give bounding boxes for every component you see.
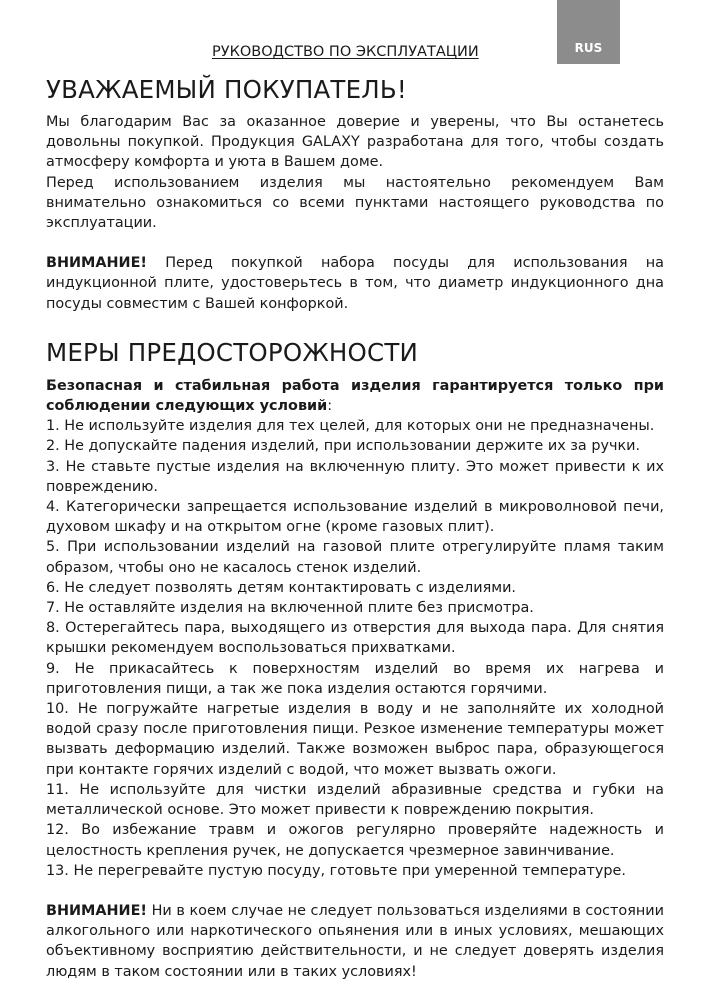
precautions-intro — [46, 376, 664, 416]
precautions-list — [46, 416, 664, 881]
welcome-title: УВАЖАЕМЫЙ ПОКУПАТЕЛЬ! — [46, 75, 407, 104]
list-item: 10. Не погружайте нагретые изделия в воду и не заполняйте их холодной водой сразу после приготовления пищи. Резкое изменение температуры может вызвать деформацию изделий. Также возможен выброс пара, образующегося при контакте горячих изделий с водой, что может вызвать ожоги. — [46, 701, 664, 778]
warning-text: Ни в коем случае не следует пользоваться изделиями в состоянии алкогольного или наркотического опьянения или в иных условиях, мешающих объективному восприятию действительности, и не следует доверять изделия людям в таком состоянии или в таких условиях! — [46, 902, 664, 980]
induction-warning — [46, 253, 664, 314]
warning-text: Перед покупкой набора посуды для использования на индукционной плите, удостоверьтесь в том, что диаметр индукционного дна посуды совместим с Вашей конфоркой. — [46, 255, 664, 312]
precautions-intro-tail: : — [327, 398, 333, 415]
final-warning — [46, 901, 664, 982]
list-item: 11. Не используйте для чистки изделий абразивные средства и губки на металлической основе. Это может привести к повреждению покрытия. — [46, 781, 664, 819]
precautions-intro-bold: Безопасная и стабильная работа изделия гарантируется только при соблюдении следующих условий — [46, 377, 664, 415]
language-tab — [557, 0, 620, 64]
list-item: 4. Категорически запрещается использование изделий в микроволновой печи, духовом шкафу и на открытом огне (кроме газовых плит). — [46, 499, 664, 536]
language-tab-label: RUS — [574, 41, 603, 55]
list-item: 5. При использовании изделий на газовой плите отрегулируйте пламя таким образом, чтобы оно не касалось стенок изделий. — [46, 539, 664, 576]
warning-label: ВНИМАНИЕ! — [46, 255, 147, 272]
list-item: 12. Во избежание травм и ожогов регулярно проверяйте надежность и целостность крепления ручек, не допускается чрезмерное завинчивание. — [46, 822, 664, 859]
page-content — [46, 74, 664, 982]
list-item: 13. Не перегревайте пустую посуду, готовьте при умеренной температуре. — [46, 862, 626, 879]
welcome-paragraph-2: Перед использованием изделия мы настоятельно рекомендуем Вам внимательно ознакомиться со всеми пунктами настоящего руководства по эксплуатации. — [46, 174, 664, 232]
precautions-section — [46, 337, 664, 982]
list-item: 8. Остерегайтесь пара, выходящего из отверстия для выхода пара. Для снятия крышки рекомендуем воспользоваться прихватками. — [46, 620, 664, 657]
welcome-paragraph-1: Мы благодарим Вас за оказанное доверие и уверены, что Вы останетесь довольны покупкой. Продукция GALAXY разработана для того, чтобы создать атмосферу комфорта и уюта в Вашем доме. — [46, 114, 664, 171]
list-item: 2. Не допускайте падения изделий, при использовании держите их за ручки. — [46, 438, 641, 455]
precautions-title: МЕРЫ ПРЕДОСТОРОЖНОСТИ — [46, 337, 419, 367]
list-item: 3. Не ставьте пустые изделия на включенную плиту. Это может привести к их повреждению. — [46, 458, 664, 495]
warning-label: ВНИМАНИЕ! — [46, 902, 147, 919]
running-header: РУКОВОДСТВО ПО ЭКСПЛУАТАЦИИ — [212, 44, 479, 60]
list-item: 7. Не оставляйте изделия на включенной плите без присмотра. — [46, 600, 534, 617]
list-item: 1. Не используйте изделия для тех целей, для которых они не предназначены. — [46, 418, 655, 435]
welcome-section — [46, 74, 664, 314]
list-item: 9. Не прикасайтесь к поверхностям изделий во время их нагрева и приготовления пищи, а так же пока изделия остаются горячими. — [46, 660, 664, 697]
list-item: 6. Не следует позволять детям контактировать с изделиями. — [46, 579, 517, 596]
